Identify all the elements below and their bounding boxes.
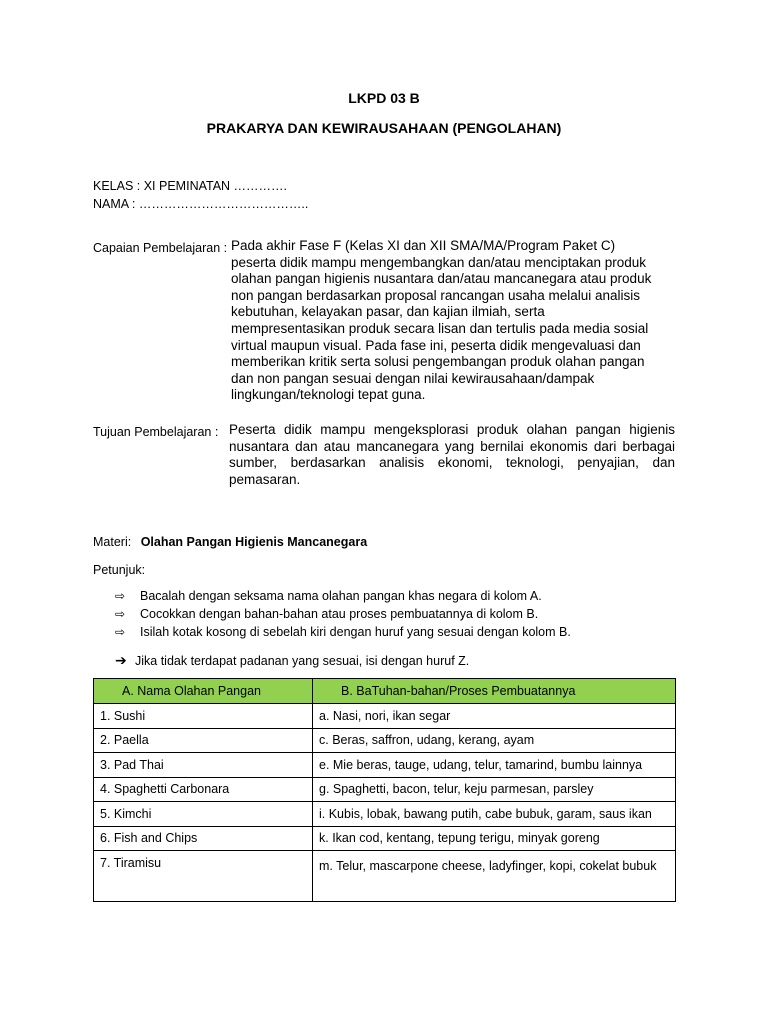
food-name-cell: 4. Spaghetti Carbonara — [94, 777, 313, 802]
hollow-arrow-icon: ⇨ — [115, 625, 126, 639]
ingredients-cell: c. Beras, saffron, udang, kerang, ayam — [313, 728, 676, 753]
table-row — [94, 704, 676, 729]
arrow-right-icon: ➔ — [115, 652, 127, 668]
petunjuk-item — [115, 589, 542, 603]
capaian-text — [231, 238, 681, 404]
capaian-line: virtual maupun visual. Pada fase ini, peserta didik mengevaluasi dan — [231, 337, 641, 353]
ingredients-cell: e. Mie beras, tauge, udang, telur, tamarind, bumbu lainnya — [313, 753, 676, 778]
table-row — [94, 753, 676, 778]
tujuan-text: Peserta didik mampu mengeksplorasi produk olahan pangan higienis nusantara dan atau mancanegara yang bernilai ekonomis dari berbagai sumber, berdasarkan analisis ekonomi, teknologi, penyajian, dan pemasaran. — [229, 422, 675, 487]
capaian-line: kebutuhan, kelayakan pasar, dan kajian ilmiah, serta — [231, 304, 545, 320]
ingredients-cell: i. Kubis, lobak, bawang putih, cabe bubuk, garam, saus ikan — [313, 802, 676, 827]
tujuan-label: Tujuan Pembelajaran : — [93, 425, 219, 439]
petunjuk-item-text: Bacalah dengan seksama nama olahan pangan khas negara di kolom A. — [140, 589, 542, 603]
food-name-cell: 3. Pad Thai — [94, 753, 313, 778]
materi-label: Materi: — [93, 535, 132, 549]
ingredients-cell: m. Telur, mascarpone cheese, ladyfinger, kopi, cokelat bubuk — [313, 851, 676, 902]
table-header-row — [94, 679, 676, 704]
food-name-cell: 5. Kimchi — [94, 802, 313, 827]
petunjuk-item-text: Cocokkan dengan bahan-bahan atau proses pembuatannya di kolom B. — [140, 607, 539, 621]
table-row — [94, 826, 676, 851]
materi-row — [93, 535, 367, 549]
ingredients-cell: k. Ikan cod, kentang, tepung terigu, minyak goreng — [313, 826, 676, 851]
petunjuk-item-text: Isilah kotak kosong di sebelah kiri dengan huruf yang sesuai dengan kolom B. — [140, 625, 571, 639]
table-row — [94, 728, 676, 753]
food-name-cell: 6. Fish and Chips — [94, 826, 313, 851]
ingredients-cell: a. Nasi, nori, ikan segar — [313, 704, 676, 729]
nama-line: NAMA : ………………………………….. — [93, 197, 309, 211]
ingredients-cell: g. Spaghetti, bacon, telur, keju parmesan, parsley — [313, 777, 676, 802]
capaian-line: lingkungan/teknologi tepat guna. — [231, 387, 426, 403]
capaian-line: olahan pangan higienis nusantara dan/atau mancanegara atau produk — [231, 271, 652, 287]
kelas-line: KELAS : XI PEMINATAN …………. — [93, 179, 288, 193]
hollow-arrow-icon: ⇨ — [115, 589, 126, 603]
food-name-cell: 1. Sushi — [94, 704, 313, 729]
table-row — [94, 802, 676, 827]
column-b-header: B. BaTuhan-bahan/Proses Pembuatannya — [313, 679, 676, 704]
document-code: LKPD 03 B — [348, 90, 420, 106]
petunjuk-note-text: Jika tidak terdapat padanan yang sesuai, isi dengan huruf Z. — [135, 653, 470, 668]
petunjuk-note — [115, 652, 469, 669]
food-name-cell: 2. Paella — [94, 728, 313, 753]
column-a-header: A. Nama Olahan Pangan — [94, 679, 313, 704]
capaian-line: peserta didik mampu mengembangkan dan/atau menciptakan produk — [231, 254, 647, 270]
table-row — [94, 851, 676, 902]
capaian-line: dan non pangan sesuai dengan nilai kewirausahaan/dampak — [231, 370, 595, 386]
petunjuk-item — [115, 607, 538, 621]
capaian-line: mempresentasikan produk secara lisan dan tertulis pada media sosial — [231, 320, 649, 336]
hollow-arrow-icon: ⇨ — [115, 607, 126, 621]
table-row — [94, 777, 676, 802]
petunjuk-item — [115, 625, 571, 639]
capaian-line: non pangan berdasarkan proposal rancangan usaha melalui analisis — [231, 287, 641, 303]
matching-table — [93, 678, 676, 902]
capaian-line: Pada akhir Fase F (Kelas XI dan XII SMA/MA/Program Paket C) — [231, 238, 616, 253]
food-name-cell: 7. Tiramisu — [94, 851, 313, 902]
capaian-label: Capaian Pembelajaran : — [93, 241, 228, 255]
petunjuk-label: Petunjuk: — [93, 563, 146, 577]
capaian-line: memberikan kritik serta solusi pengembangan produk olahan pangan — [231, 354, 645, 370]
materi-value: Olahan Pangan Higienis Mancanegara — [140, 535, 368, 549]
document-subject: PRAKARYA DAN KEWIRAUSAHAAN (PENGOLAHAN) — [206, 120, 562, 136]
